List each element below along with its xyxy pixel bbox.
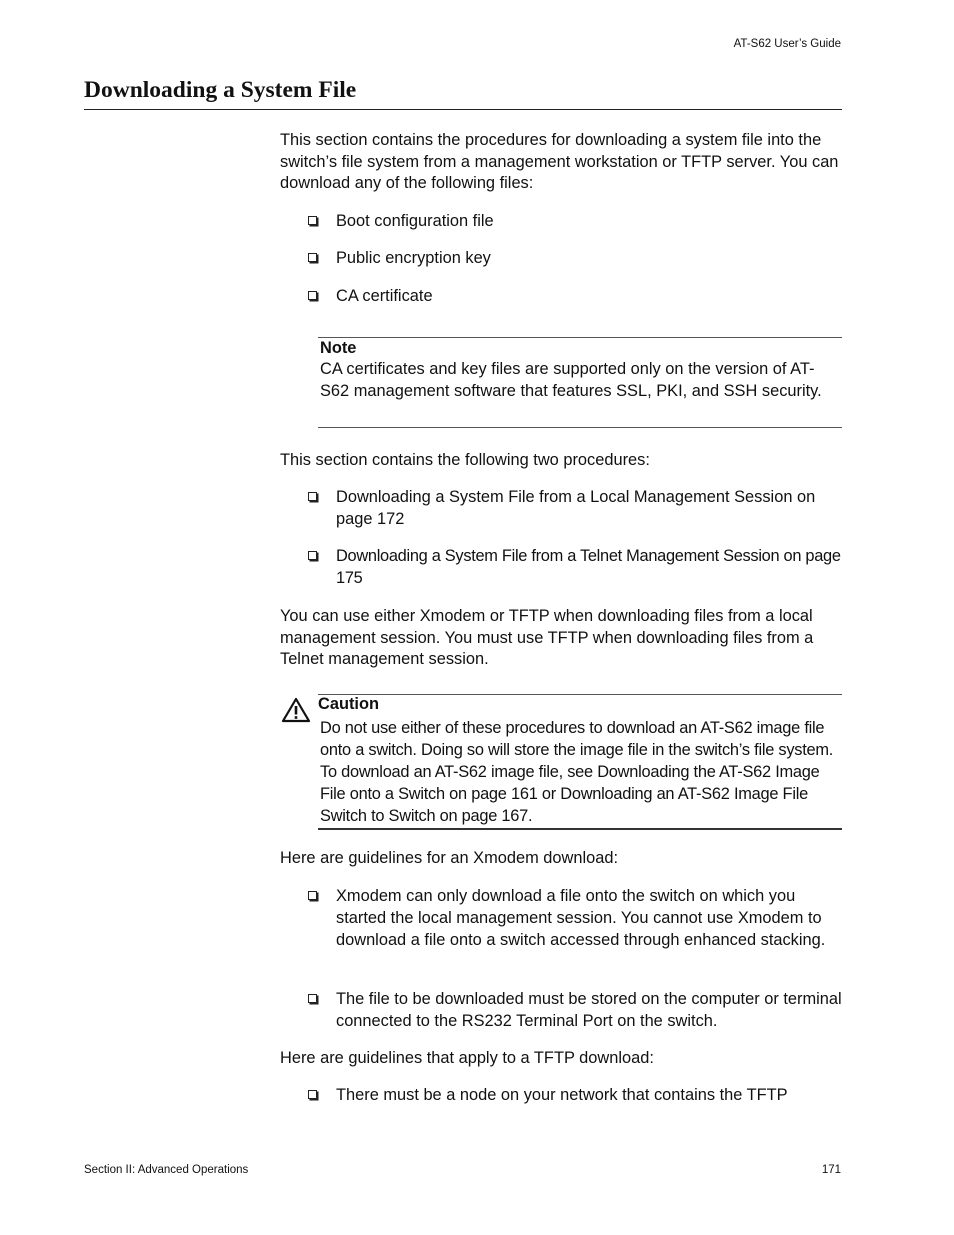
procedures-intro: This section contains the following two procedures: bbox=[280, 451, 650, 469]
tftp-intro: Here are guidelines that apply to a TFTP download: bbox=[280, 1049, 654, 1067]
caution-heading: Caution bbox=[318, 695, 380, 713]
section-title: Downloading a System File bbox=[84, 77, 357, 103]
caution-text: Do not use either of these procedures to download an AT-S62 image file onto a switch. Doing so will store the image file in the switch’s file system. To download an AT-S62 image file, see Downloading the AT-S62 Image File onto a Switch on page 161 or Downloading an AT-S62 Image File Switch to Switch on page 167. bbox=[320, 719, 834, 825]
running-head: AT-S62 User’s Guide bbox=[733, 38, 841, 50]
list-item: Public encryption key bbox=[307, 248, 842, 270]
note-text: CA certificates and key files are supported only on the version of AT-S62 management software that features SSL, PKI, and SSH security. bbox=[320, 360, 822, 400]
note-heading: Note bbox=[320, 339, 357, 357]
list-item: Downloading a System File from a Local Management Session on page 172 bbox=[307, 487, 842, 531]
list-item: Downloading a System File from a Telnet Management Session on page 175 bbox=[307, 546, 842, 590]
footer-section: Section II: Advanced Operations bbox=[84, 1164, 249, 1176]
list-item: CA certificate bbox=[307, 286, 842, 308]
checkbox-square-icon bbox=[308, 994, 317, 1003]
list-item: Xmodem can only download a file onto the switch on which you started the local management session. You cannot use Xmodem to download a file onto a switch accessed through enhanced stacking. bbox=[307, 886, 842, 951]
xmodem-intro: Here are guidelines for an Xmodem download: bbox=[280, 849, 619, 867]
checkbox-square-icon bbox=[308, 891, 317, 900]
checkbox-square-icon bbox=[308, 1090, 317, 1099]
list-item: Boot configuration file bbox=[307, 211, 842, 233]
caution-bottom-rule bbox=[318, 828, 842, 830]
list-item: The file to be downloaded must be stored on the computer or terminal connected to the RS232 Terminal Port on the switch. bbox=[307, 989, 842, 1033]
warning-triangle-icon bbox=[281, 697, 311, 723]
note-top-rule bbox=[318, 337, 842, 338]
note-bottom-rule bbox=[318, 427, 842, 428]
page-number: 171 bbox=[821, 1164, 841, 1176]
title-rule bbox=[84, 109, 842, 110]
intro-paragraph: This section contains the procedures for downloading a system file into the switch’s file system from a management workstation or TFTP server. You can download any of the following files: bbox=[280, 131, 839, 193]
list-item: There must be a node on your network that contains the TFTP bbox=[307, 1085, 842, 1107]
caution-top-rule bbox=[318, 694, 842, 695]
checkbox-square-icon bbox=[308, 551, 317, 560]
checkbox-square-icon bbox=[308, 253, 317, 262]
methods-paragraph: You can use either Xmodem or TFTP when downloading files from a local management session. You must use TFTP when downloading files from a Telnet management session. bbox=[280, 607, 814, 669]
checkbox-square-icon bbox=[308, 216, 317, 225]
checkbox-square-icon bbox=[308, 291, 317, 300]
checkbox-square-icon bbox=[308, 492, 317, 501]
